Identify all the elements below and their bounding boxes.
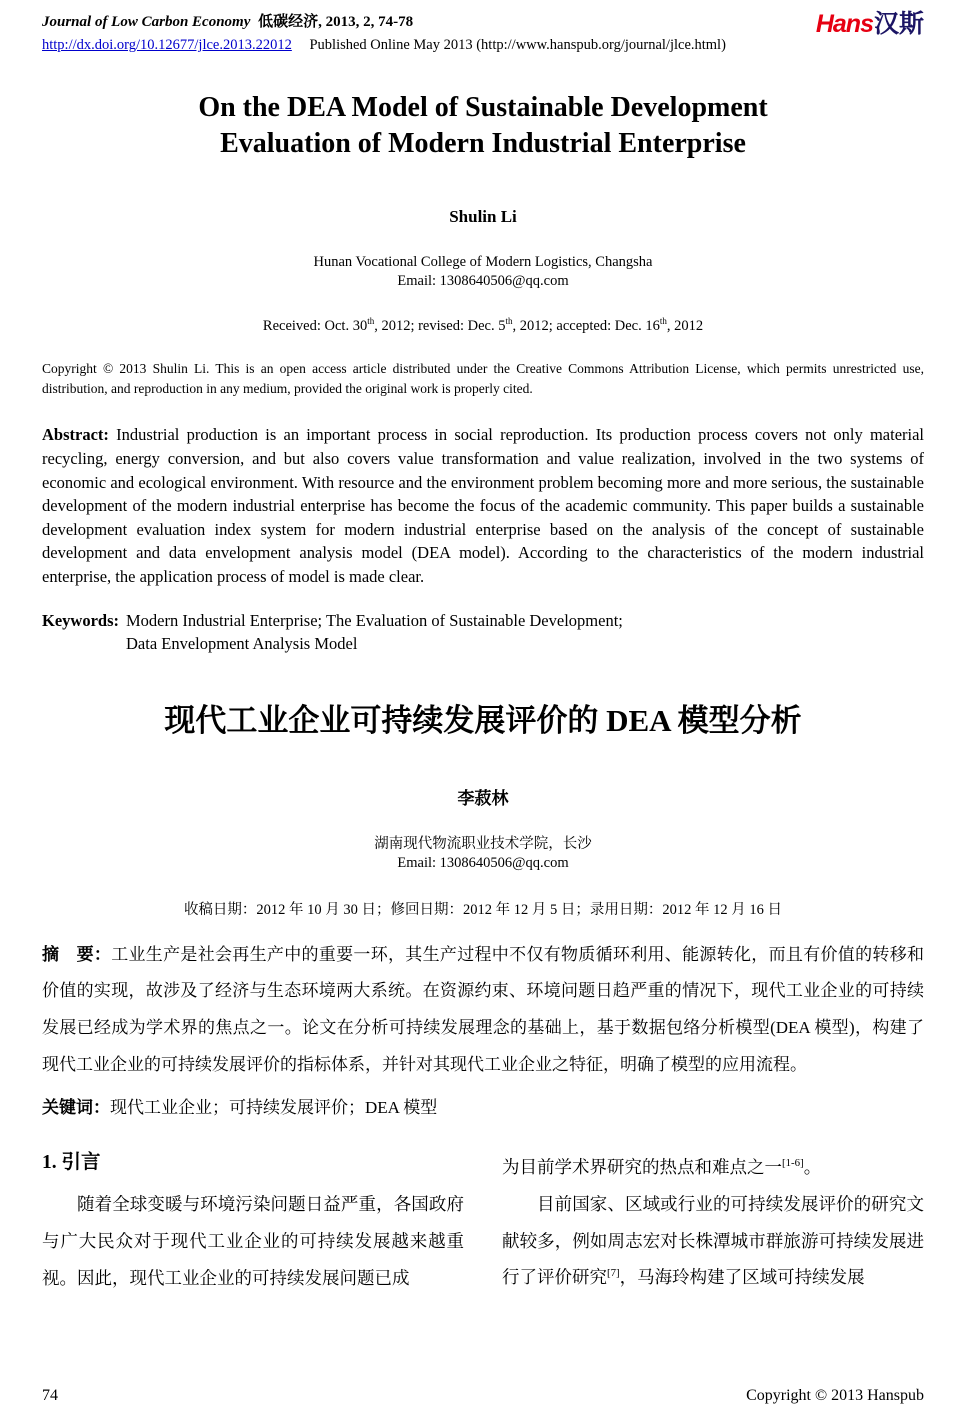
page-footer: [42, 1387, 924, 1405]
body-paragraph: [502, 1149, 924, 1186]
published-online-text: Published Online May 2013 (http://www.hanspub.org/journal/jlce.html): [309, 37, 726, 53]
paragraph-text: 。: [803, 1157, 822, 1178]
received-dates-en: [42, 318, 924, 335]
abstract-en: [42, 423, 924, 588]
paragraph-text: 目前国家、区域或行业的可持续发展评价的研究文献较多，例如周志宏对长株潭城市群旅游可持续发展进行了评价研究: [502, 1193, 924, 1288]
doi-link[interactable]: http://dx.doi.org/10.12677/jlce.2013.22012: [42, 37, 292, 53]
right-column: [502, 1149, 924, 1297]
affiliation-block-cn: [42, 835, 924, 874]
received-part: , 2012; revised: Dec. 5: [374, 317, 506, 334]
abstract-body-en: Industrial production is an important process in social reproduction. Its production process covers not only material recycling, energy conversion, and but also covers value transformation and value realization, involved in the two systems of economic and ecological environment. With resource and the environment problem becoming more and more serious, the sustainable development of the modern industrial enterprise has become the focus of the academic community. This paper builds a sustainable development evaluation index system for modern industrial enterprise based on the analysis of the concept of sustainable development and data envelopment analysis model (DEA model). According to the characteristics of the modern industrial enterprise, the application process of model is made clear.: [42, 425, 924, 586]
article-title-en: On the DEA Model of Sustainable Development Evaluation of Modern Industrial Enterprise: [198, 92, 768, 160]
received-part: , 2012; accepted: Dec. 16: [512, 317, 660, 334]
abstract-body-cn: 工业生产是社会再生产中的重要一环，其生产过程中不仅有物质循环利用、能源转化，而且有价值的转移和价值的实现，故涉及了经济与生态环境两大系统。在资源约束、环境问题日趋严重的情况下，现代工业企业的可持续发展已经成为学术界的焦点之一。论文在分析可持续发展理念的基础上，基于数据包络分析模型(DEA 模型)，构建了现代工业企业的可持续发展评价的指标体系，并针对其现代工业企业之特征，明确了模型的应用流程。: [42, 944, 925, 1074]
journal-issue-info: 低碳经济, 2013, 2, 74-78: [258, 14, 414, 30]
copyright-notice: Copyright © 2013 Shulin Li. This is an open access article distributed under the Creative Commons Attribution License, which permits unrestricted use, distribution, and reproduction in any medium, provided the original work is properly cited.: [42, 360, 924, 397]
journal-line: [42, 10, 726, 31]
paragraph-text: 为目前学术界研究的热点和难点之一: [502, 1157, 782, 1178]
keywords-body-en: [126, 609, 623, 655]
abstract-cn: [42, 937, 924, 1083]
logo-hanzi-text: 汉斯: [873, 10, 924, 38]
received-part: Received: Oct. 30: [262, 317, 368, 334]
keywords-line: Modern Industrial Enterprise; The Evaluation of Sustainable Development;: [126, 610, 623, 630]
citation-ref: [7]: [607, 1267, 620, 1280]
logo-hans-text: Hans: [815, 10, 873, 38]
hanspub-logo: [816, 12, 924, 37]
affiliation-en: Hunan Vocational College of Modern Logistics, Changsha: [313, 253, 653, 270]
received-dates-cn: 收稿日期：2012 年 10 月 30 日；修回日期：2012 年 12 月 5 日；录用日期：2012 年 12 月 16 日: [183, 901, 783, 918]
email-cn: Email: 1308640506@qq.com: [397, 855, 569, 872]
author-name-en: Shulin Li: [449, 206, 517, 226]
keywords-en: [42, 609, 924, 655]
citation-ref: [1-6]: [782, 1157, 804, 1170]
ordinal-superscript: th: [367, 316, 375, 327]
body-columns: [42, 1149, 924, 1297]
page-header: [42, 10, 924, 54]
author-name-cn: 李菽林: [457, 788, 509, 808]
paragraph-text: ，马海玲构建了区域可持续发展: [619, 1267, 865, 1288]
affiliation-cn: 湖南现代物流职业技术学院，长沙: [374, 835, 592, 852]
section-1-heading: 1. 引言: [42, 1152, 101, 1174]
left-column: [42, 1149, 464, 1297]
ordinal-superscript: th: [659, 316, 667, 327]
keywords-body-cn: 现代工业企业；可持续发展评价；DEA 模型: [110, 1098, 438, 1118]
footer-copyright: Copyright © 2013 Hanspub: [746, 1387, 924, 1404]
body-paragraph: [502, 1186, 924, 1296]
received-part: , 2012: [666, 317, 704, 334]
keywords-label-en: Keywords:: [42, 610, 119, 630]
body-paragraph: 随着全球变暖与环境污染问题日益严重，各国政府与广大民众对于现代工业企业的可持续发展越来越重视。因此，现代工业企业的可持续发展问题已成: [42, 1194, 464, 1288]
abstract-label-en: Abstract:: [42, 425, 109, 445]
keywords-label-cn: 关键词：: [42, 1098, 110, 1118]
email-en: Email: 1308640506@qq.com: [397, 273, 569, 290]
page-number: 74: [42, 1387, 58, 1404]
journal-info: [42, 10, 726, 54]
ordinal-superscript: th: [505, 316, 513, 327]
journal-name: Journal of Low Carbon Economy: [42, 14, 251, 30]
keywords-line: Data Envelopment Analysis Model: [126, 633, 358, 653]
keywords-cn: [42, 1091, 924, 1125]
abstract-label-cn: 摘 要：: [42, 944, 112, 964]
article-title-cn: 现代工业企业可持续发展评价的 DEA 模型分析: [164, 702, 802, 738]
doi-line: [42, 37, 726, 54]
affiliation-block-en: [42, 253, 924, 292]
